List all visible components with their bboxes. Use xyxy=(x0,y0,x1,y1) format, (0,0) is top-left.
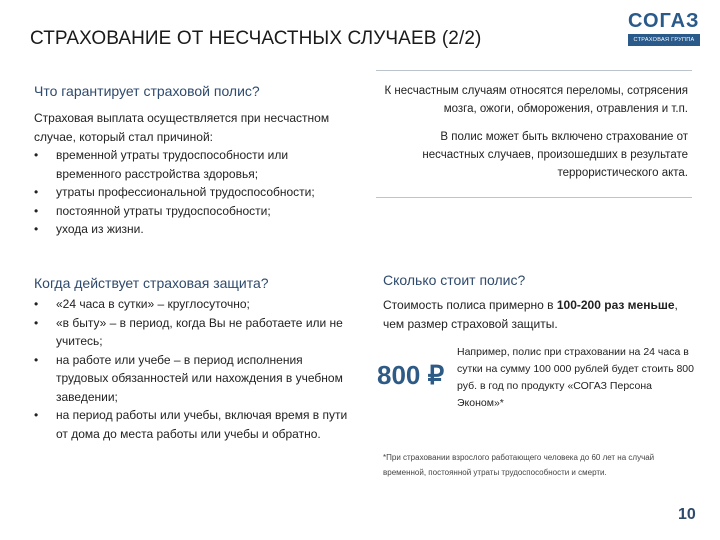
note-accidents: К несчастным случаям относятся переломы, сотрясения мозга, ожоги, обморожения, отравления и т.п. xyxy=(384,85,688,115)
guarantee-section xyxy=(34,109,354,239)
price-value: 800 ₽ xyxy=(377,360,445,390)
list-item: • временной утраты трудоспособности или временного расстройства здоровья; xyxy=(34,146,354,183)
divider xyxy=(376,70,692,71)
notes-block xyxy=(376,82,688,182)
logo-tagline: СТРАХОВАЯ ГРУППА xyxy=(628,34,700,46)
divider xyxy=(376,197,692,198)
sogaz-logo xyxy=(628,10,700,50)
cost-heading: Сколько стоит полис? xyxy=(383,272,526,288)
cost-text xyxy=(383,296,693,334)
guarantee-heading: Что гарантирует страховой полис? xyxy=(34,83,260,99)
logo-wordmark: СОГАЗ xyxy=(628,10,700,32)
guarantee-list xyxy=(34,146,354,239)
list-item: • на работе или учебе – в период исполнения трудовых обязанностей или нахождения в учебном заведении; xyxy=(34,351,354,407)
list-item: • ухода из жизни. xyxy=(34,220,354,239)
when-list xyxy=(34,295,354,443)
page-title: СТРАХОВАНИЕ ОТ НЕСЧАСТНЫХ СЛУЧАЕВ (2/2) xyxy=(30,28,482,49)
cost-ratio: 100-200 раз меньше xyxy=(556,298,675,312)
list-item: • утраты профессиональной трудоспособности; xyxy=(34,183,354,202)
cost-text-after: , чем размер страховой защиты. xyxy=(383,298,678,331)
cost-text-before: Стоимость полиса примерно в xyxy=(383,298,557,312)
price-example: Например, полис при страховании на 24 часа в сутки на сумму 100 000 рублей будет стоить 800 руб. в год по продукту «СОГАЗ Персона Эконом»* xyxy=(457,346,694,409)
list-item: • «24 часа в сутки» – круглосуточно; xyxy=(34,295,354,314)
guarantee-intro: Страховая выплата осуществляется при несчастном случае, который стал причиной: xyxy=(34,111,330,144)
note-terrorism: В полис может быть включено страхование от несчастных случаев, произошедших в результате террористического акта. xyxy=(422,131,688,179)
list-item: • постоянной утраты трудоспособности; xyxy=(34,202,354,221)
when-heading: Когда действует страховая защита? xyxy=(34,275,269,291)
list-item: • «в быту» – в период, когда Вы не работаете или не учитесь; xyxy=(34,314,354,351)
page-number: 10 xyxy=(678,506,696,523)
footnote: *При страховании взрослого работающего человека до 60 лет на случай временной, постоянной утраты трудоспособности и смерти. xyxy=(383,453,655,477)
list-item: • на период работы или учебы, включая время в пути от дома до места работы или учебы и обратно. xyxy=(34,406,354,443)
